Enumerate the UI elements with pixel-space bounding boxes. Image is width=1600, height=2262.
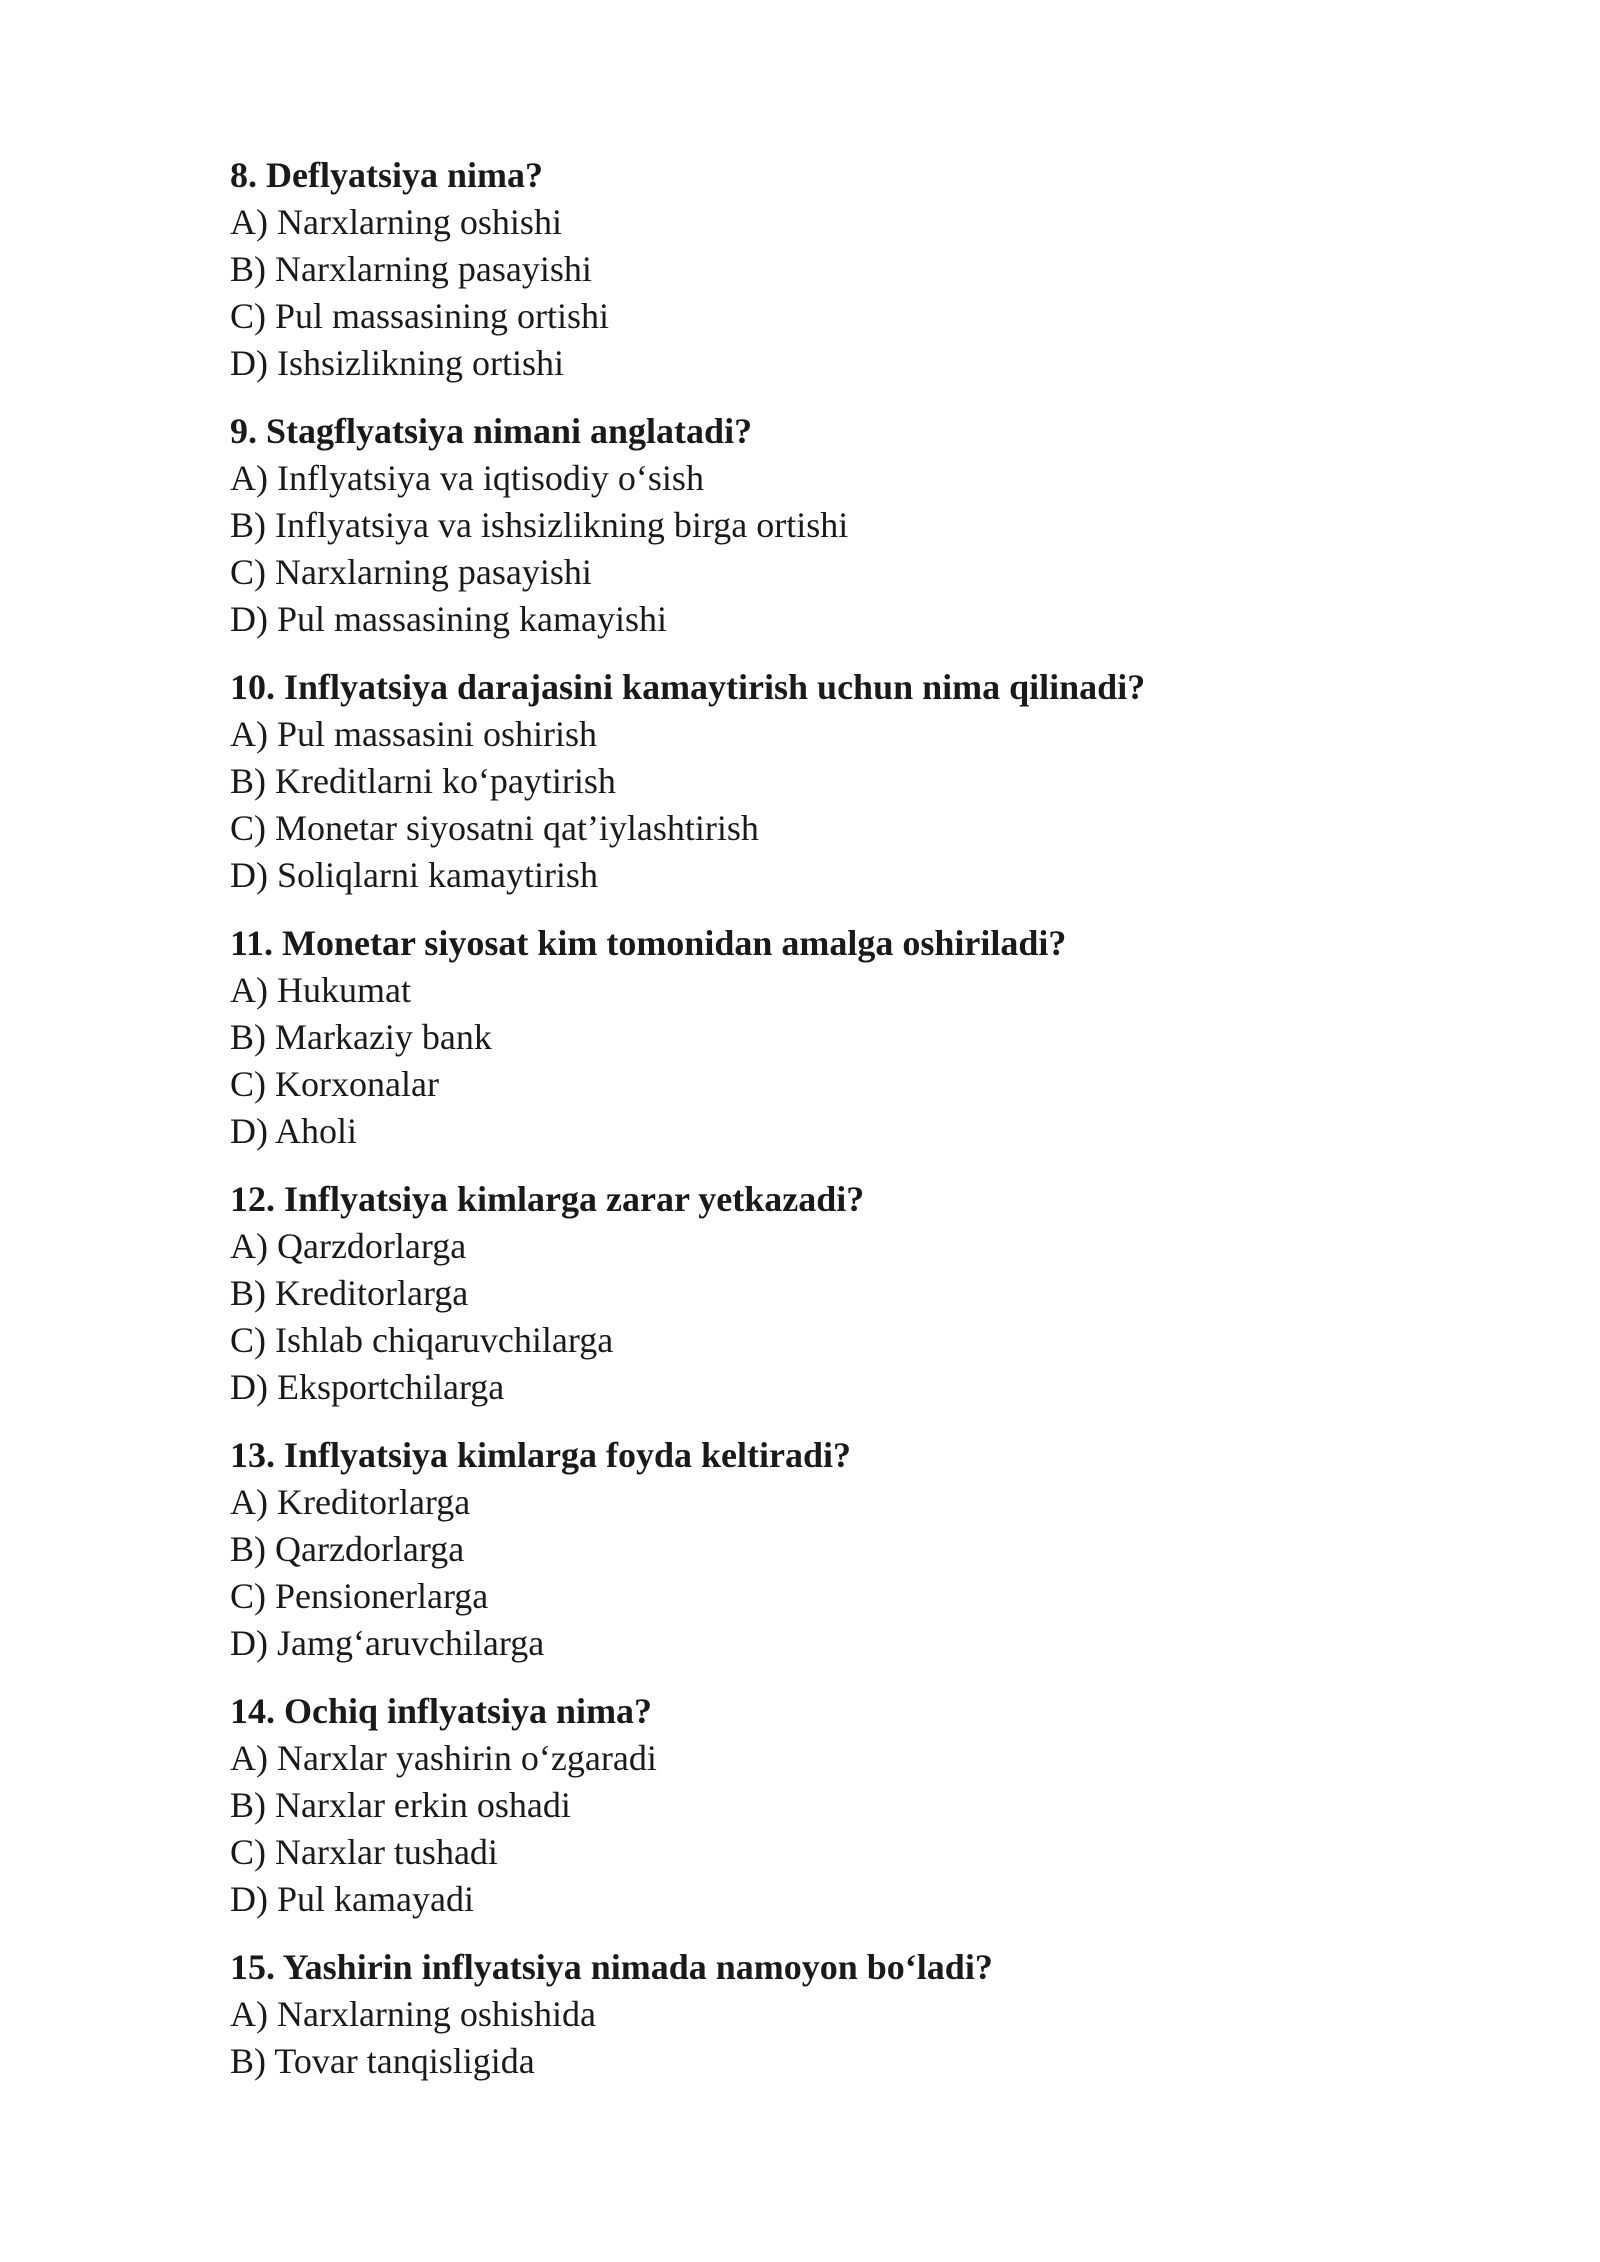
question-8 [230,152,1530,387]
question-14 [230,1688,1530,1923]
answer-option: B) Tovar tanqisligida [230,2041,535,2081]
answer-option: C) Narxlar tushadi [230,1832,498,1872]
answer-option: A) Hukumat [230,970,411,1010]
answer-option: D) Ishsizlikning ortishi [230,343,564,383]
question-10 [230,664,1530,899]
answer-option: C) Pensionerlarga [230,1576,489,1616]
answer-option: D) Eksportchilarga [230,1367,505,1407]
answer-option: B) Narxlar erkin oshadi [230,1785,571,1825]
answer-option: C) Narxlarning pasayishi [230,552,592,592]
answer-option: A) Kreditorlarga [230,1482,471,1522]
answer-option: C) Pul massasining ortishi [230,296,610,336]
answer-option: C) Korxonalar [230,1064,439,1104]
question-title: 11. Monetar siyosat kim tomonidan amalga oshiriladi? [230,923,1067,963]
question-11 [230,920,1530,1155]
question-title: 9. Stagflyatsiya nimani anglatadi? [230,411,753,451]
answer-option: B) Markaziy bank [230,1017,492,1057]
question-title: 14. Ochiq inflyatsiya nima? [230,1691,653,1731]
question-15 [230,1944,1530,2085]
document-page [230,152,1530,2106]
question-13 [230,1432,1530,1667]
answer-option: A) Narxlarning oshishi [230,202,562,242]
answer-option: C) Ishlab chiqaruvchilarga [230,1320,614,1360]
question-12 [230,1176,1530,1411]
answer-option: B) Narxlarning pasayishi [230,249,592,289]
answer-option: D) Soliqlarni kamaytirish [230,855,598,895]
answer-option: A) Pul massasini oshirish [230,714,598,754]
answer-option: B) Qarzdorlarga [230,1529,465,1569]
answer-option: B) Inflyatsiya va ishsizlikning birga ortishi [230,505,849,545]
answer-option: D) Pul kamayadi [230,1879,474,1919]
answer-option: B) Kreditlarni ko‘paytirish [230,761,616,801]
answer-option: D) Aholi [230,1111,358,1151]
answer-option: B) Kreditorlarga [230,1273,469,1313]
question-9 [230,408,1530,643]
answer-option: A) Qarzdorlarga [230,1226,467,1266]
question-title: 10. Inflyatsiya darajasini kamaytirish uchun nima qilinadi? [230,667,1146,707]
answer-option: A) Narxlarning oshishida [230,1994,596,2034]
answer-option: C) Monetar siyosatni qat’iylashtirish [230,808,759,848]
answer-option: A) Inflyatsiya va iqtisodiy o‘sish [230,458,704,498]
question-title: 13. Inflyatsiya kimlarga foyda keltiradi? [230,1435,852,1475]
question-title: 15. Yashirin inflyatsiya nimada namoyon bo‘ladi? [230,1947,993,1987]
answer-option: A) Narxlar yashirin o‘zgaradi [230,1738,657,1778]
question-title: 12. Inflyatsiya kimlarga zarar yetkazadi? [230,1179,865,1219]
question-title: 8. Deflyatsiya nima? [230,155,543,195]
answer-option: D) Pul massasining kamayishi [230,599,667,639]
answer-option: D) Jamg‘aruvchilarga [230,1623,545,1663]
